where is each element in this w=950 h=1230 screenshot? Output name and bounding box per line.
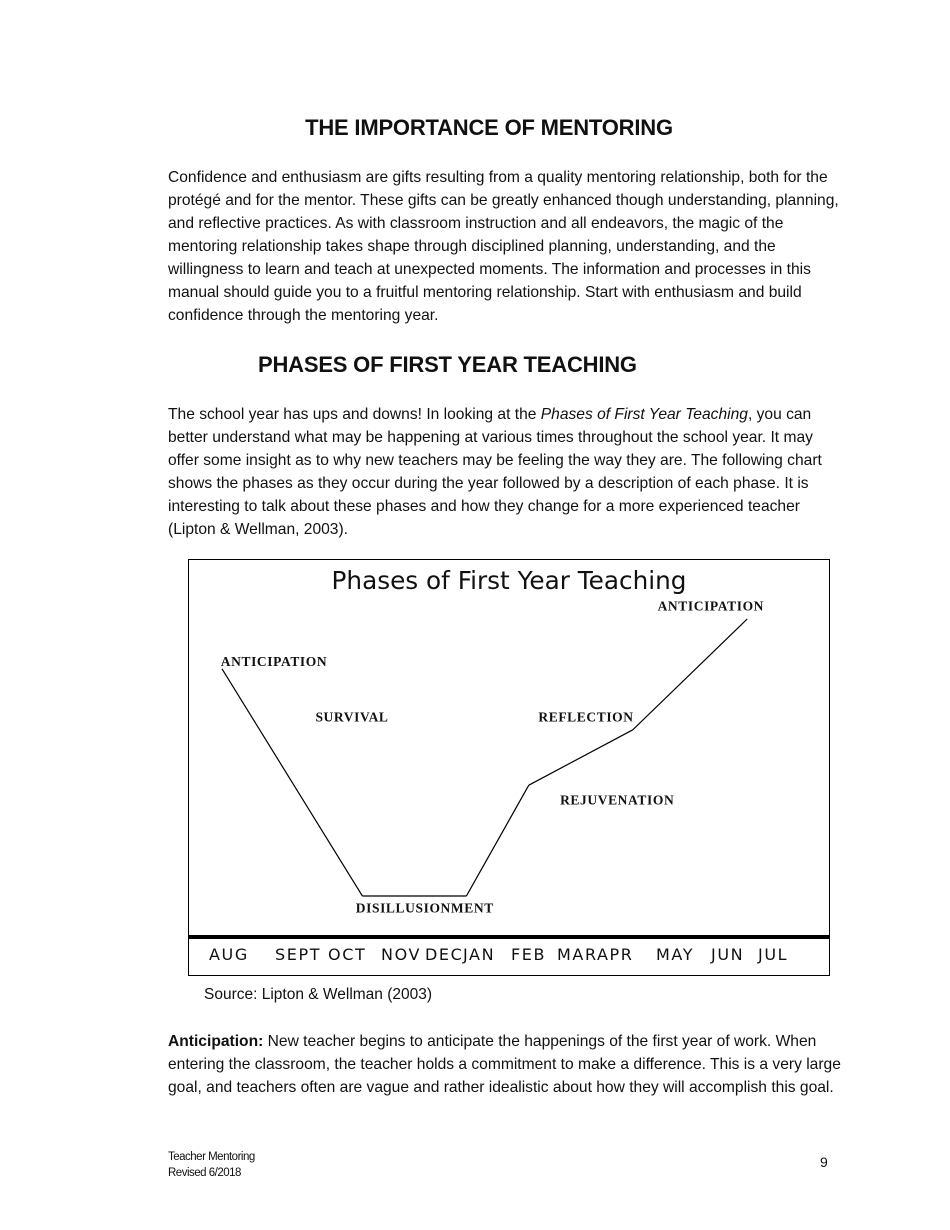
month-tick-label: SEPT	[275, 945, 322, 964]
month-tick-label: MAR	[557, 945, 598, 964]
phase-line-segment	[633, 619, 747, 730]
paragraph-phases-end: , you can better understand what may be happening at various times throughout the school year. It may offer some insight as to why new teachers may be feeling the way they are. The following chart shows the phases as they occur during the year followed by a description of each phase. It is interesting to talk about these phases and how they change for a more experienced teacher (Lipton & Wellman, 2003).	[168, 406, 822, 538]
month-tick-label: FEB	[511, 945, 547, 964]
month-tick-label: JUN	[711, 945, 745, 964]
anticipation-description: New teacher begins to anticipate the happenings of the first year of work. When entering the classroom, the teacher holds a commitment to make a difference. This is a very large goal, and teachers often are vague and rather idealistic about how they will accomplish this goal.	[168, 1033, 841, 1096]
anticipation-term: Anticipation:	[168, 1033, 264, 1050]
footer-left	[168, 1149, 255, 1181]
chart-title: Phases of First Year Teaching	[331, 566, 687, 595]
month-tick-label: JUL	[758, 945, 789, 964]
phases-chart	[188, 559, 830, 976]
phase-label: REJUVENATION	[560, 792, 675, 808]
footer-title: Teacher Mentoring	[168, 1151, 255, 1163]
month-tick-label: APR	[597, 945, 634, 964]
paragraph-phases-italic: Phases of First Year Teaching	[540, 406, 748, 423]
paragraph-phases-start: The school year has ups and downs! In looking at the	[168, 406, 541, 423]
paragraph-anticipation	[168, 1030, 848, 1099]
month-tick-label: OCT	[328, 945, 367, 964]
heading-importance-of-mentoring: THE IMPORTANCE OF MENTORING	[305, 115, 673, 140]
chart-source: Source: Lipton & Wellman (2003)	[204, 986, 433, 1003]
phase-label: DISILLUSIONMENT	[355, 900, 494, 916]
month-tick-label: NOV	[381, 945, 422, 964]
phase-line-segment	[466, 785, 528, 896]
month-tick-label: JAN	[463, 945, 496, 964]
phase-label: SURVIVAL	[315, 709, 389, 725]
phase-label: ANTICIPATION	[657, 598, 765, 614]
phase-label: ANTICIPATION	[220, 654, 328, 670]
footer-revised: Revised 6/2018	[168, 1167, 241, 1179]
phase-line-segment	[529, 730, 633, 785]
paragraph-phases	[168, 403, 848, 541]
paragraph-importance: Confidence and enthusiasm are gifts resulting from a quality mentoring relationship, both for the protégé and for the mentor. These gifts can be greatly enhanced though understanding, planning, and reflective practices. As with classroom instruction and all endeavors, the magic of the mentoring relationship takes shape through disciplined planning, understanding, and the willingness to learn and teach at unexpected moments. The information and processes in this manual should guide you to a fruitful mentoring relationship. Start with enthusiasm and build confidence through the mentoring year.	[168, 169, 839, 324]
month-tick-label: AUG	[209, 945, 249, 964]
heading-phases-first-year: PHASES OF FIRST YEAR TEACHING	[258, 352, 637, 377]
phase-line-segment	[222, 669, 362, 896]
month-tick-label: DEC	[425, 945, 464, 964]
page-number: 9	[820, 1154, 828, 1170]
month-tick-label: MAY	[656, 945, 695, 964]
phase-label: REFLECTION	[538, 709, 634, 725]
